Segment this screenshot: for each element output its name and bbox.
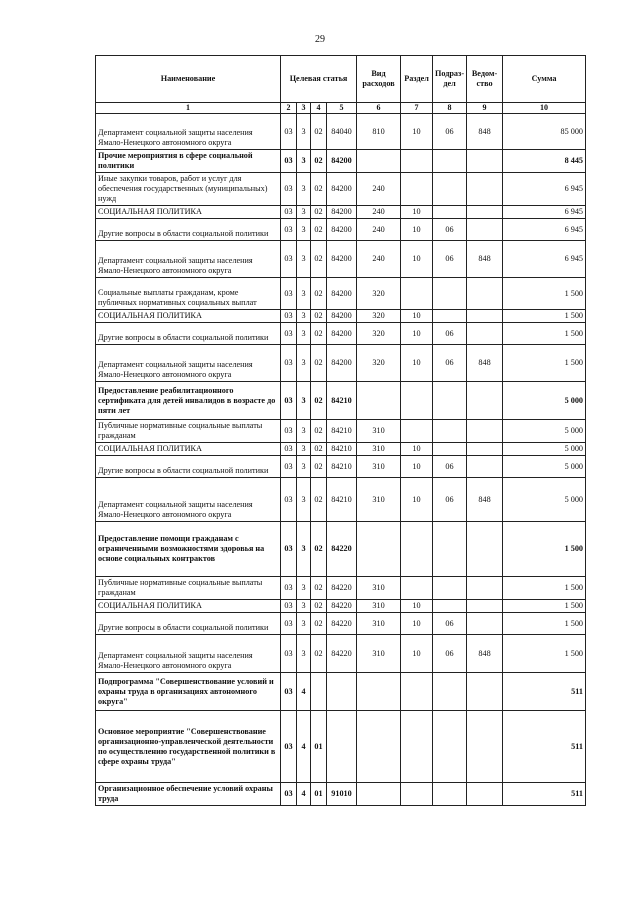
department-code [467,310,503,323]
department-code [467,420,503,443]
section-code: 10 [401,310,433,323]
expense-type-code [357,150,401,173]
program-code: 03 [281,577,297,600]
column-number: 8 [433,103,467,114]
department-code [467,673,503,711]
expense-type-code: 310 [357,635,401,673]
row-name: Другие вопросы в области социальной политики [96,219,281,241]
table-row [96,613,586,635]
subprogram-code: 4 [297,673,311,711]
subprogram-code: 3 [297,600,311,613]
expense-type-code: 310 [357,613,401,635]
table-row [96,114,586,150]
subprogram-code: 3 [297,278,311,310]
department-code: 848 [467,635,503,673]
direction-code: 84210 [327,443,357,456]
section-code [401,150,433,173]
direction-code: 84200 [327,173,357,206]
subprogram-code: 3 [297,206,311,219]
subsection-code [433,206,467,219]
subsection-code [433,382,467,420]
event-code: 02 [311,150,327,173]
event-code: 02 [311,310,327,323]
subprogram-code: 3 [297,420,311,443]
section-code: 10 [401,613,433,635]
subprogram-code: 3 [297,478,311,522]
department-code [467,600,503,613]
row-sum: 5 000 [503,443,586,456]
event-code: 02 [311,456,327,478]
section-code: 10 [401,478,433,522]
table-row [96,323,586,345]
subprogram-code: 3 [297,522,311,577]
row-sum: 6 945 [503,219,586,241]
event-code: 02 [311,345,327,382]
program-code: 03 [281,456,297,478]
row-name: Прочие мероприятия в сфере социальной политики [96,150,281,173]
subsection-code [433,420,467,443]
program-code: 03 [281,522,297,577]
direction-code: 84200 [327,310,357,323]
table-row [96,345,586,382]
event-code: 02 [311,323,327,345]
row-sum: 511 [503,783,586,806]
row-name: СОЦИАЛЬНАЯ ПОЛИТИКА [96,206,281,219]
program-code: 03 [281,241,297,278]
table-row [96,478,586,522]
header-subsection: Подраз-дел [433,56,467,103]
expense-type-code [357,783,401,806]
row-sum: 1 500 [503,323,586,345]
row-name: Организационное обеспечение условий охраны труда [96,783,281,806]
column-number: 5 [327,103,357,114]
row-sum: 6 945 [503,241,586,278]
subsection-code [433,150,467,173]
table-row [96,173,586,206]
event-code: 02 [311,420,327,443]
column-number: 10 [503,103,586,114]
table-row [96,241,586,278]
row-sum: 6 945 [503,173,586,206]
row-name: Департамент социальной защиты населения Ямало-Ненецкого автономного округа [96,345,281,382]
subsection-code: 06 [433,478,467,522]
row-sum: 1 500 [503,600,586,613]
subsection-code [433,310,467,323]
table-row [96,310,586,323]
row-sum: 1 500 [503,278,586,310]
program-code: 03 [281,420,297,443]
expense-type-code: 310 [357,443,401,456]
row-name: Департамент социальной защиты населения Ямало-Ненецкого автономного округа [96,478,281,522]
event-code: 02 [311,635,327,673]
program-code: 03 [281,206,297,219]
program-code: 03 [281,443,297,456]
program-code: 03 [281,278,297,310]
expense-type-code: 310 [357,577,401,600]
event-code [311,673,327,711]
column-number: 4 [311,103,327,114]
expense-type-code: 810 [357,114,401,150]
row-name: Департамент социальной защиты населения Ямало-Ненецкого автономного округа [96,635,281,673]
department-code [467,219,503,241]
event-code: 02 [311,206,327,219]
program-code: 03 [281,323,297,345]
header-sum: Сумма [503,56,586,103]
program-code: 03 [281,173,297,206]
expense-type-code: 240 [357,206,401,219]
column-number: 7 [401,103,433,114]
table-row [96,783,586,806]
department-code: 848 [467,345,503,382]
department-code: 848 [467,241,503,278]
subsection-code [433,783,467,806]
expense-type-code: 240 [357,173,401,206]
table-row [96,382,586,420]
section-code: 10 [401,241,433,278]
expense-type-code: 320 [357,345,401,382]
expense-type-code: 310 [357,478,401,522]
subprogram-code: 3 [297,241,311,278]
subprogram-code: 3 [297,443,311,456]
direction-code: 84200 [327,345,357,382]
row-name: Иные закупки товаров, работ и услуг для обеспечения государственных (муниципальных) нужд [96,173,281,206]
subprogram-code: 3 [297,613,311,635]
column-number: 2 [281,103,297,114]
row-sum: 1 500 [503,522,586,577]
section-code: 10 [401,345,433,382]
direction-code: 84210 [327,420,357,443]
header-target: Целевая статья [281,56,357,103]
expense-type-code [357,673,401,711]
section-code [401,173,433,206]
program-code: 03 [281,345,297,382]
subsection-code: 06 [433,345,467,382]
row-name: Публичные нормативные социальные выплаты гражданам [96,420,281,443]
department-code [467,522,503,577]
program-code: 03 [281,613,297,635]
event-code: 02 [311,241,327,278]
section-code [401,522,433,577]
row-sum: 5 000 [503,420,586,443]
direction-code: 84210 [327,382,357,420]
section-code: 10 [401,219,433,241]
section-code [401,577,433,600]
section-code: 10 [401,206,433,219]
subsection-code [433,711,467,783]
subprogram-code: 3 [297,345,311,382]
program-code: 03 [281,219,297,241]
program-code: 03 [281,783,297,806]
expense-type-code: 310 [357,420,401,443]
row-sum: 1 500 [503,613,586,635]
department-code [467,323,503,345]
direction-code: 84200 [327,219,357,241]
program-code: 03 [281,114,297,150]
direction-code: 84200 [327,241,357,278]
expense-type-code: 320 [357,323,401,345]
row-name: Предоставление реабилитационного сертификата для детей инвалидов в возрасте до пяти лет [96,382,281,420]
section-code [401,420,433,443]
program-code: 03 [281,711,297,783]
expense-type-code [357,522,401,577]
program-code: 03 [281,382,297,420]
row-sum: 1 500 [503,310,586,323]
event-code: 02 [311,613,327,635]
row-sum: 511 [503,711,586,783]
row-name: Предоставление помощи гражданам с ограниченными возможностями здоровья на основе социальных контрактов [96,522,281,577]
event-code: 02 [311,114,327,150]
row-sum: 1 500 [503,635,586,673]
department-code [467,577,503,600]
budget-table [95,55,586,806]
table-row [96,219,586,241]
section-code [401,278,433,310]
direction-code: 84040 [327,114,357,150]
subsection-code: 06 [433,635,467,673]
row-sum: 5 000 [503,382,586,420]
table-row [96,456,586,478]
event-code: 02 [311,173,327,206]
department-code [467,278,503,310]
direction-code [327,673,357,711]
row-name: СОЦИАЛЬНАЯ ПОЛИТИКА [96,600,281,613]
direction-code: 84220 [327,600,357,613]
direction-code: 91010 [327,783,357,806]
section-code [401,382,433,420]
table-row [96,443,586,456]
department-code [467,613,503,635]
subsection-code: 06 [433,323,467,345]
direction-code: 84220 [327,613,357,635]
row-name: Публичные нормативные социальные выплаты гражданам [96,577,281,600]
subprogram-code: 3 [297,456,311,478]
expense-type-code: 320 [357,278,401,310]
department-code [467,783,503,806]
subsection-code: 06 [433,613,467,635]
row-name: Другие вопросы в области социальной политики [96,456,281,478]
department-code: 848 [467,478,503,522]
department-code [467,150,503,173]
header-row [96,56,586,103]
header-expense-type: Вид расходов [357,56,401,103]
table-row [96,577,586,600]
direction-code [327,711,357,783]
direction-code: 84200 [327,150,357,173]
row-sum: 5 000 [503,478,586,522]
row-sum: 8 445 [503,150,586,173]
direction-code: 84210 [327,478,357,522]
header-name: Наименование [96,56,281,103]
subsection-code [433,173,467,206]
column-number: 3 [297,103,311,114]
subprogram-code: 3 [297,310,311,323]
subprogram-code: 3 [297,635,311,673]
expense-type-code: 320 [357,310,401,323]
program-code: 03 [281,673,297,711]
section-code: 10 [401,114,433,150]
event-code: 02 [311,522,327,577]
event-code: 02 [311,478,327,522]
subprogram-code: 3 [297,150,311,173]
subsection-code [433,443,467,456]
table-row [96,420,586,443]
event-code: 02 [311,219,327,241]
column-number: 9 [467,103,503,114]
row-name: Департамент социальной защиты населения Ямало-Ненецкого автономного округа [96,114,281,150]
row-sum: 85 000 [503,114,586,150]
column-number: 6 [357,103,401,114]
row-sum: 5 000 [503,456,586,478]
table-row [96,711,586,783]
expense-type-code [357,382,401,420]
department-code: 848 [467,114,503,150]
subprogram-code: 3 [297,219,311,241]
subprogram-code: 3 [297,382,311,420]
table-body [96,114,586,806]
program-code: 03 [281,150,297,173]
row-sum: 1 500 [503,577,586,600]
row-name: Подпрограмма "Совершенствование условий и охраны труда в организациях автономного округа" [96,673,281,711]
subsection-code [433,278,467,310]
header-section: Раздел [401,56,433,103]
department-code [467,382,503,420]
row-name: СОЦИАЛЬНАЯ ПОЛИТИКА [96,310,281,323]
section-code: 10 [401,456,433,478]
table-row [96,635,586,673]
table-row [96,206,586,219]
expense-type-code: 310 [357,600,401,613]
row-sum: 6 945 [503,206,586,219]
table-row [96,600,586,613]
direction-code: 84220 [327,522,357,577]
table-row [96,673,586,711]
subprogram-code: 4 [297,711,311,783]
direction-code: 84220 [327,635,357,673]
direction-code: 84200 [327,278,357,310]
expense-type-code: 240 [357,219,401,241]
direction-code: 84220 [327,577,357,600]
subsection-code [433,673,467,711]
table-row [96,150,586,173]
page-number: 29 [315,34,325,45]
subsection-code: 06 [433,219,467,241]
event-code: 02 [311,577,327,600]
section-code [401,783,433,806]
program-code: 03 [281,310,297,323]
expense-type-code: 240 [357,241,401,278]
section-code [401,711,433,783]
row-sum: 1 500 [503,345,586,382]
row-name: Основное мероприятие "Совершенствование организационно-управленческой деятельности по осуществлению государственной политики в сфере охраны труда" [96,711,281,783]
row-name: Департамент социальной защиты населения Ямало-Ненецкого автономного округа [96,241,281,278]
table-row [96,278,586,310]
row-sum: 511 [503,673,586,711]
section-code [401,673,433,711]
row-name: СОЦИАЛЬНАЯ ПОЛИТИКА [96,443,281,456]
event-code: 02 [311,600,327,613]
direction-code: 84200 [327,323,357,345]
subsection-code [433,522,467,577]
event-code: 02 [311,278,327,310]
event-code: 02 [311,382,327,420]
subprogram-code: 3 [297,577,311,600]
subsection-code [433,600,467,613]
table-row [96,522,586,577]
subsection-code: 06 [433,456,467,478]
department-code [467,456,503,478]
column-number: 1 [96,103,281,114]
program-code: 03 [281,478,297,522]
section-code: 10 [401,635,433,673]
section-code: 10 [401,600,433,613]
row-name: Социальные выплаты гражданам, кроме публичных нормативных социальных выплат [96,278,281,310]
column-number-row [96,103,586,114]
expense-type-code [357,711,401,783]
event-code: 01 [311,783,327,806]
subsection-code: 06 [433,114,467,150]
subprogram-code: 3 [297,323,311,345]
subprogram-code: 3 [297,114,311,150]
row-name: Другие вопросы в области социальной политики [96,323,281,345]
program-code: 03 [281,635,297,673]
event-code: 02 [311,443,327,456]
row-name: Другие вопросы в области социальной политики [96,613,281,635]
subprogram-code: 3 [297,173,311,206]
expense-type-code: 310 [357,456,401,478]
direction-code: 84210 [327,456,357,478]
subsection-code: 06 [433,241,467,278]
header-department: Ведом-ство [467,56,503,103]
department-code [467,443,503,456]
section-code: 10 [401,323,433,345]
subprogram-code: 4 [297,783,311,806]
direction-code: 84200 [327,206,357,219]
department-code [467,206,503,219]
event-code: 01 [311,711,327,783]
department-code [467,173,503,206]
department-code [467,711,503,783]
subsection-code [433,577,467,600]
section-code: 10 [401,443,433,456]
program-code: 03 [281,600,297,613]
